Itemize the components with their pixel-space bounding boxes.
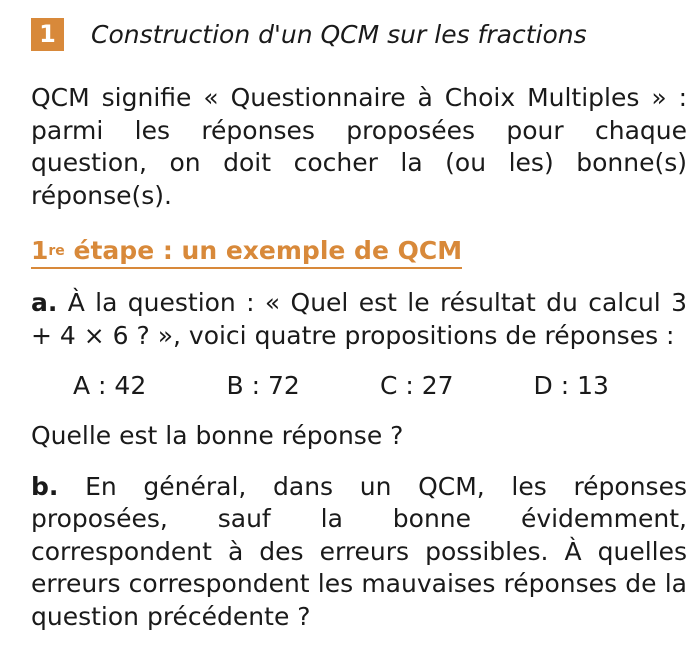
answer-choices bbox=[31, 370, 687, 402]
choice-d: D : 13 bbox=[533, 371, 609, 400]
choice-b: B : 72 bbox=[226, 371, 300, 400]
part-b-text: En général, dans un QCM, les réponses proposées, sauf la bonne évidemment, correspondent à des erreurs possibles. À quelles erreurs correspondent les mauvaises réponses de la question précédente ? bbox=[31, 471, 687, 631]
part-a-paragraph bbox=[31, 287, 687, 352]
question-final: Quelle est la bonne réponse ? bbox=[31, 421, 404, 450]
part-b-letter: b. bbox=[31, 471, 59, 501]
exercise-header bbox=[31, 14, 687, 54]
step-label: étape : un exemple de QCM bbox=[64, 236, 463, 265]
exercise-number-badge: 1 bbox=[31, 18, 64, 51]
exercise-title: Construction d'un QCM sur les fractions bbox=[91, 19, 587, 49]
part-a-letter: a. bbox=[31, 288, 58, 317]
choice-a: A : 42 bbox=[73, 371, 147, 400]
intro-paragraph: QCM signifie « Questionnaire à Choix Multiples » : parmi les réponses proposées pour chaque question, on doit cocher la (ou les) bonne(s) réponse(s). bbox=[31, 83, 687, 210]
part-a-text: À la question : « Quel est le résultat du calcul 3 + 4 × 6 ? », voici quatre propositions de réponses : bbox=[31, 288, 687, 350]
choice-c: C : 27 bbox=[380, 371, 454, 400]
step-ordinal: 1 bbox=[31, 236, 49, 265]
step-heading bbox=[31, 236, 462, 269]
step-ordinal-suffix: re bbox=[48, 243, 65, 259]
exercise-page bbox=[31, 14, 687, 633]
part-b-paragraph bbox=[31, 471, 687, 634]
